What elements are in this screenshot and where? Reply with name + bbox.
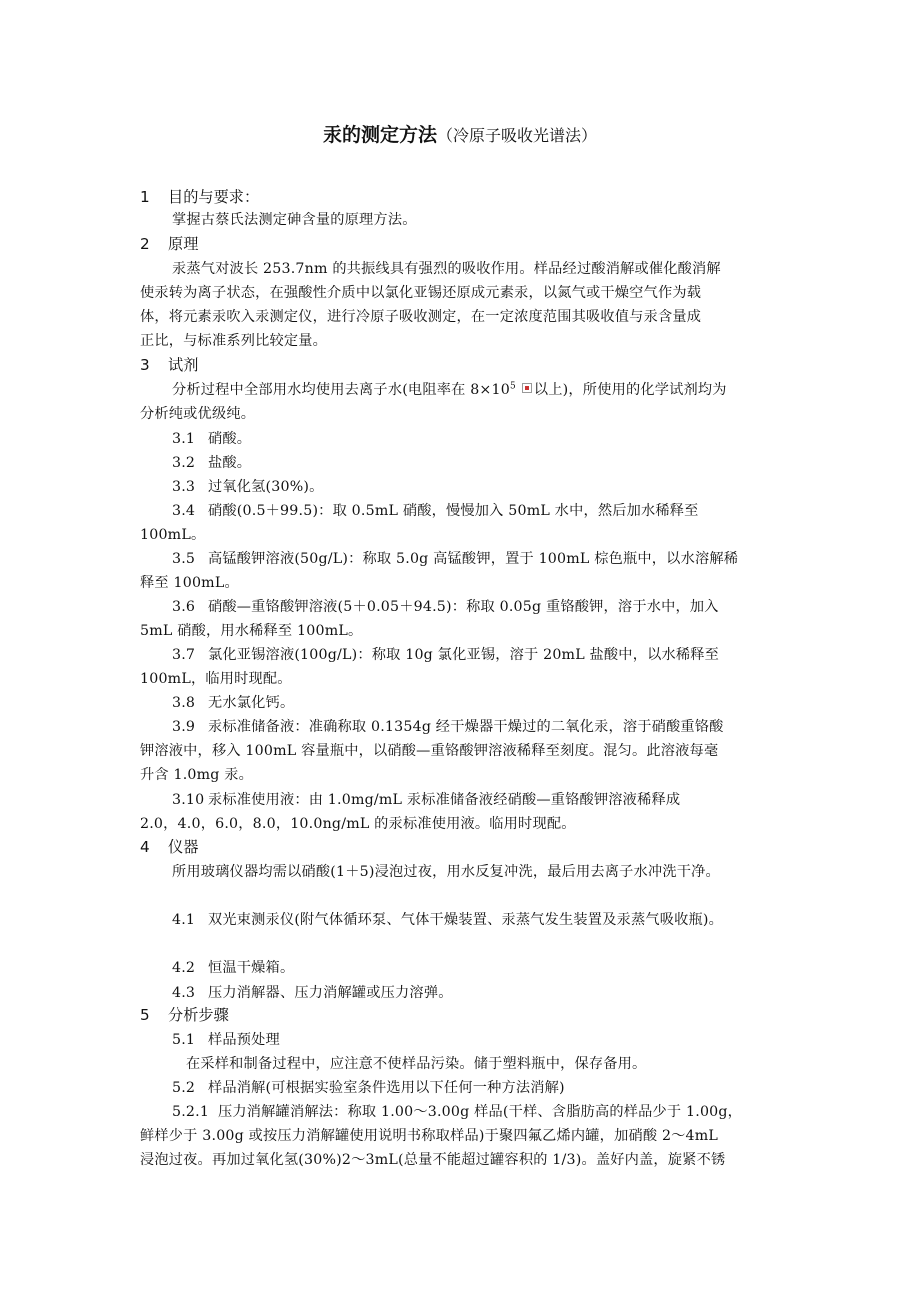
reagent-item-cont: 100mL。 [140,527,206,543]
section-2-line: 体，将元素汞吹入汞测定仪，进行冷原子吸收测定，在一定浓度范围其吸收值与汞含量成 [140,309,702,325]
reagent-item: 3.9 汞标准储备液：准确称取 0.1354g 经干燥器干燥过的二氧化汞，溶于硝酸重铬酸 [172,719,724,735]
step-text-cont: 鲜样少于 3.00g 或按压力消解罐使用说明书称取样品)于聚四氟乙烯内罐，加硝酸 2～4mL [140,1128,719,1144]
section-3-heading: 3 试剂 [140,356,199,374]
document-title [0,122,920,149]
section-3-intro-cont: 分析纯或优级纯。 [140,406,256,422]
reagent-item: 3.7 氯化亚锡溶液(100g/L)：称取 10g 氯化亚锡，溶于 20mL 盐酸中，以水稀释至 [172,647,720,663]
step-text-cont: 浸泡过夜。再加过氧化氢(30%)2～3mL(总量不能超过罐容积的 1/3)。盖好内盖，旋紧不锈 [140,1152,726,1168]
section-4-heading: 4 仪器 [140,838,199,856]
section-5-heading: 5 分析步骤 [140,1006,229,1024]
reagent-item-cont: 钾溶液中，移入 100mL 容量瓶中，以硝酸—重铬酸钾溶液稀释至刻度。混匀。此溶液每毫 [140,743,719,759]
reagent-item-cont: 5mL 硝酸，用水稀释至 100mL。 [140,623,363,639]
title-main: 汞的测定方法 [322,124,437,146]
section-2-line: 使汞转为离子状态，在强酸性介质中以氯化亚锡还原成元素汞，以氮气或干燥空气作为载 [140,285,702,301]
section-4-text: 所用玻璃仪器均需以硝酸(1＋5)浸泡过夜，用水反复冲洗，最后用去离子水冲洗干净。 [172,864,720,880]
reagent-item: 3.10 汞标准使用液：由 1.0mg/mL 汞标准储备液经硝酸—重铬酸钾溶液稀释成 [172,792,681,808]
reagent-item: 3.6 硝酸—重铬酸钾溶液(5＋0.05＋94.5)：称取 0.05g 重铬酸钾，溶于水中，加入 [172,599,719,615]
instrument-item: 4.3 压力消解器、压力消解罐或压力溶弹。 [172,985,453,1001]
section-3-intro: 分析过程中全部用水均使用去离子水(电阻率在 $8\times 10^5$ 以上)，所使用的化学试剂均为 [172,381,727,398]
step-text: 在采样和制备过程中，应注意不使样品污染。储于塑料瓶中，保存备用。 [186,1056,647,1072]
step-heading: 5.1 样品预处理 [172,1032,280,1048]
reagent-item: 3.5 高锰酸钾溶液(50g/L)：称取 5.0g 高锰酸钾，置于 100mL 棕色瓶中，以水溶解稀 [172,551,739,567]
section-2-line: 汞蒸气对波长 253.7nm 的共振线具有强烈的吸收作用。样品经过酸消解或催化酸消解 [172,261,721,277]
broken-image-icon [522,383,532,393]
reagent-item-cont: 释至 100mL。 [140,575,239,591]
section-2-heading: 2 原理 [140,235,199,253]
reagent-item: 3.3 过氧化氢(30%)。 [172,479,324,495]
title-subtitle: （冷原子吸收光谱法） [437,126,598,145]
reagent-item: 3.8 无水氯化钙。 [172,695,295,711]
reagent-item-cont: 升含 1.0mg 汞。 [140,767,254,783]
reagent-item-cont: 2.0，4.0，6.0，8.0，10.0ng/mL 的汞标准使用液。临用时现配。 [140,816,576,832]
reagent-item: 3.1 硝酸。 [172,431,252,447]
reagent-item: 3.4 硝酸(0.5＋99.5)：取 0.5mL 硝酸，慢慢加入 50mL 水中，然后加水稀释至 [172,503,699,519]
reagent-item-cont: 100mL，临用时现配。 [140,671,292,687]
section-1-heading: 1 目的与要求： [140,188,260,206]
step-text: 5.2.1 压力消解罐消解法：称取 1.00～3.00g 样品(干样、含脂肪高的样品少于 1.00g， [172,1104,743,1120]
instrument-item: 4.2 恒温干燥箱。 [172,960,295,976]
section-1-text: 掌握古蔡氏法测定砷含量的原理方法。 [172,212,417,228]
step-heading: 5.2 样品消解(可根据实验室条件选用以下任何一种方法消解) [172,1080,565,1096]
instrument-item: 4.1 双光束测汞仪(附气体循环泵、气体干燥装置、汞蒸气发生装置及汞蒸气吸收瓶)。 [172,912,724,928]
section-2-line: 正比，与标准系列比较定量。 [140,333,328,349]
reagent-item: 3.2 盐酸。 [172,455,252,471]
